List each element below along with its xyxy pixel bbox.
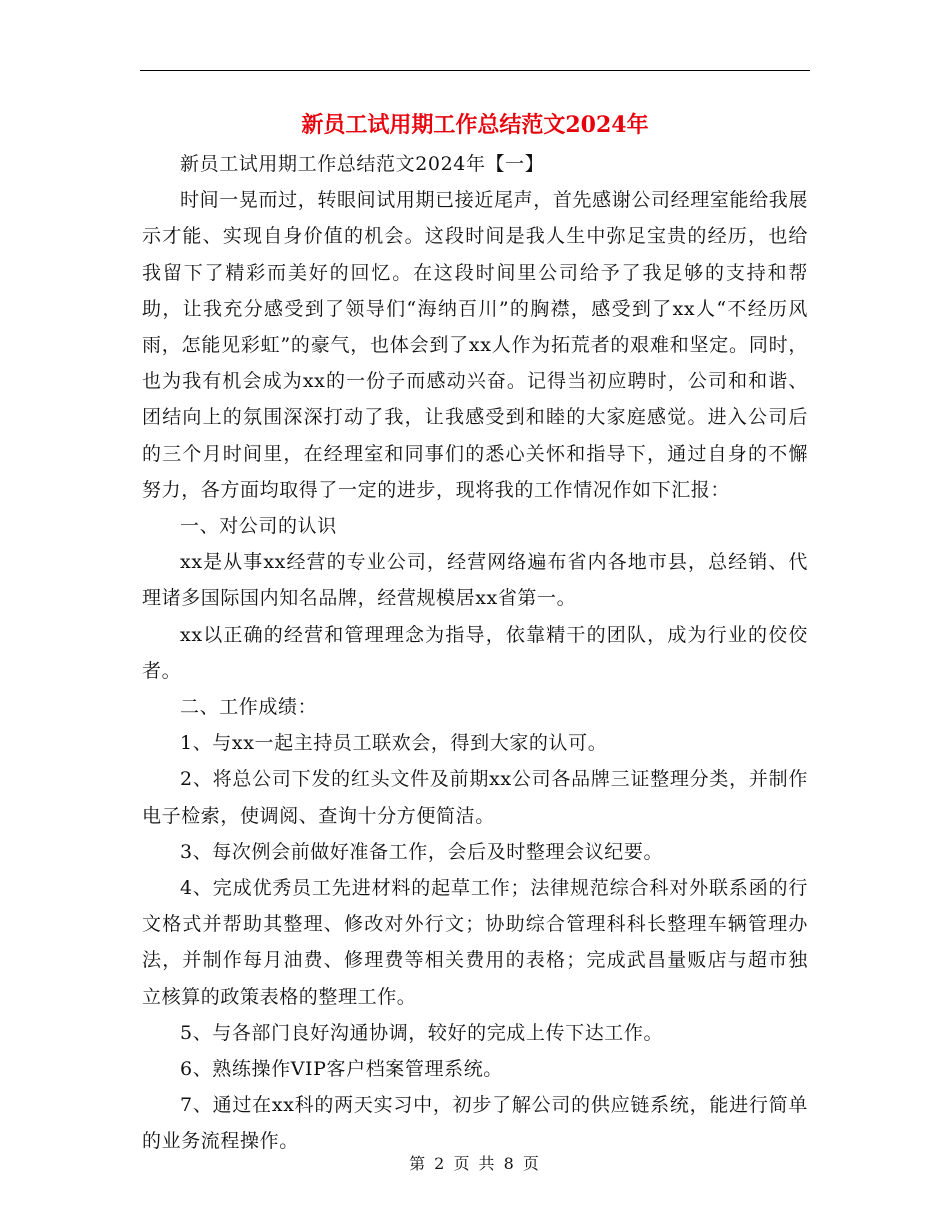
header-rule	[140, 70, 810, 71]
section-heading: 新员工试用期工作总结范文2024年【一】	[180, 153, 545, 175]
list-item: 5、与各部门良好沟通协调，较好的完成上传下达工作。	[180, 1021, 664, 1044]
list-item: 7、通过在xx科的两天实习中，初步了解公司的供应链系统，能进行简单的业务流程操作。	[142, 1094, 808, 1153]
section-heading-achievements: 二、工作成绩：	[180, 696, 318, 719]
document-title: 新员工试用期工作总结范文2024年	[301, 112, 649, 138]
list-item: 2、将总公司下发的红头文件及前期xx公司各品牌三证整理分类，并制作电子检索，使调阅、查询十分方便简洁。	[142, 768, 808, 827]
list-item: 6、熟练操作VIP客户档案管理系统。	[180, 1058, 503, 1081]
body-paragraph-intro: 时间一晃而过，转眼间试用期已接近尾声，首先感谢公司经理室能给我展示才能、实现自身价值的机会。这段时间是我人生中弥足宝贵的经历，也给我留下了精彩而美好的回忆。在这段时间里公司给予了我足够的支持和帮助，让我充分感受到了领导们“海纳百川”的胸襟，感受到了xx人“不经历风雨，怎能见彩虹”的豪气，也体会到了xx人作为拓荒者的艰难和坚定。同时，也为我有机会成为xx的一份子而感动兴奋。记得当初应聘时，公司和和谐、团结向上的氛围深深打动了我，让我感受到和睦的大家庭感觉。进入公司后的三个月时间里，在经理室和同事们的悉心关怀和指导下，通过自身的不懈努力，各方面均取得了一定的进步，现将我的工作情况作如下汇报：	[142, 189, 808, 501]
list-item: 3、每次例会前做好准备工作，会后及时整理会议纪要。	[180, 840, 664, 863]
list-item: 4、完成优秀员工先进材料的起草工作；法律规范综合科对外联系函的行文格式并帮助其整理、修改对外行文；协助综合管理科科长整理车辆管理办法，并制作每月油费、修理费等相关费用的表格；完成武昌量贩店与超市独立核算的政策表格的整理工作。	[142, 877, 808, 1008]
document-body	[142, 146, 808, 1160]
body-paragraph-company: xx是从事xx经营的专业公司，经营网络遍布省内各地市县，总经销、代理诸多国际国内知名品牌，经营规模居xx省第一。	[142, 551, 808, 610]
section-heading-company: 一、对公司的认识	[180, 515, 337, 538]
page-number: 第 2 页 共 8 页	[409, 1154, 541, 1173]
body-paragraph-philosophy: xx以正确的经营和管理理念为指导，依靠精干的团队，成为行业的佼佼者。	[142, 623, 808, 682]
list-item: 1、与xx一起主持员工联欢会，得到大家的认可。	[180, 732, 608, 755]
